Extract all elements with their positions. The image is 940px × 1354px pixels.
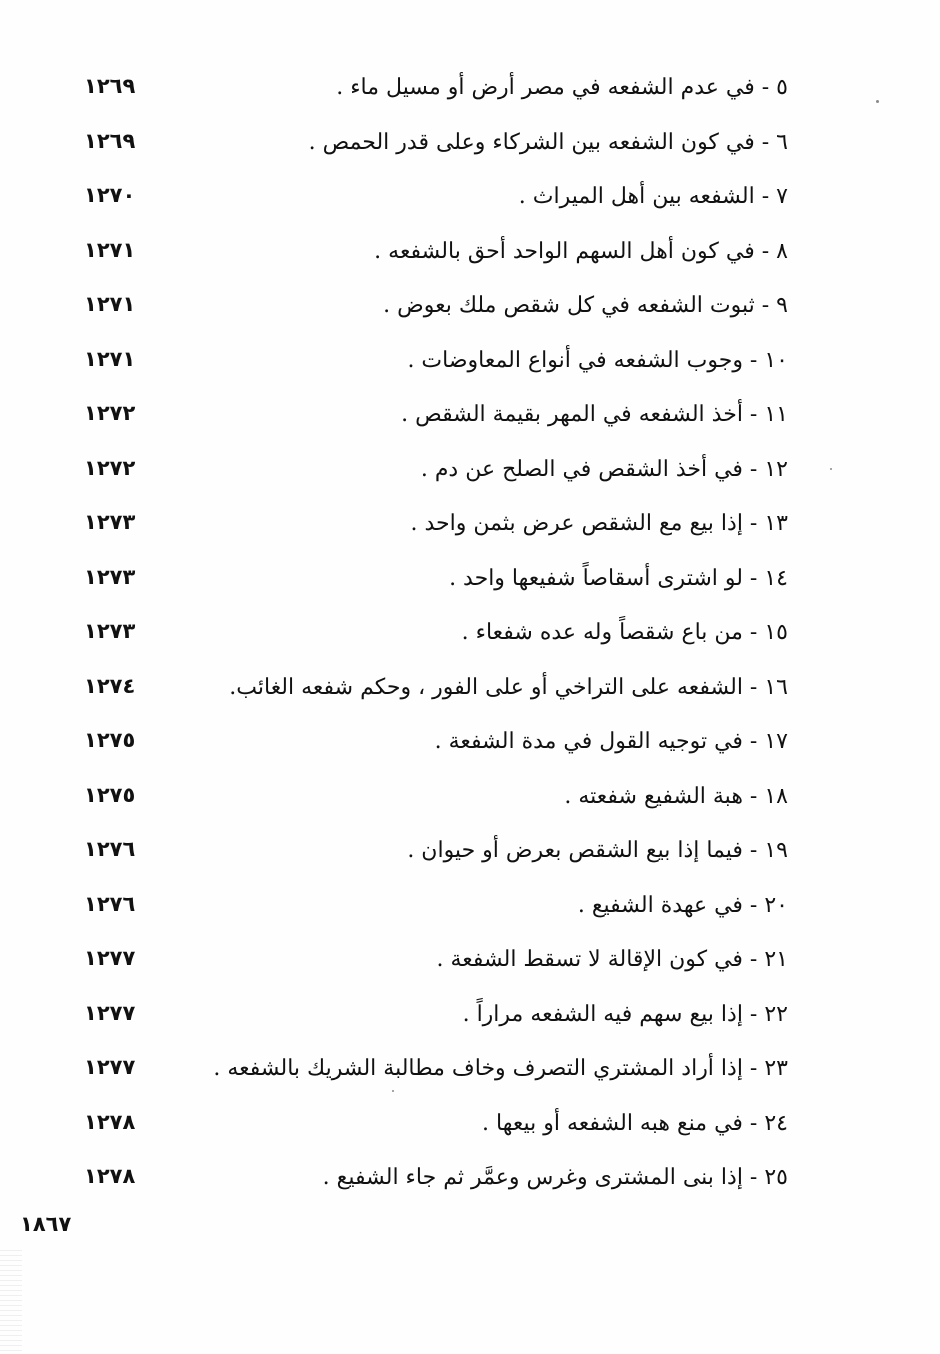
- toc-entry-page: ١٢٧٧: [84, 946, 136, 970]
- toc-row: [0, 611, 940, 666]
- toc-entry-title: ١٦ - الشفعه على التراخي أو على الفور ، وحكم شفعه الغائب.: [229, 674, 788, 700]
- toc-row: [0, 66, 940, 121]
- toc-entry-title: ٧ - الشفعه بين أهل الميراث .: [518, 184, 788, 209]
- toc-entry-page: ١٢٧٦: [84, 891, 136, 916]
- toc-entry-page: ١٢٦٩: [84, 128, 136, 153]
- toc-row: [0, 938, 940, 993]
- toc-entry-title: ٢٥ - إذا بنى المشترى وغرس وعمَّر ثم جاء الشفيع .: [322, 1165, 788, 1190]
- toc-entry-title: ١٨ - هبة الشفيع شفعته .: [564, 783, 788, 809]
- toc-row: [0, 1102, 940, 1157]
- scan-speck: [876, 100, 879, 103]
- toc-entry-page: ١٢٧٣: [84, 564, 136, 589]
- scan-speck: [830, 468, 832, 470]
- toc-entry-page: ١٢٧٣: [84, 510, 136, 534]
- toc-row: [0, 1047, 940, 1102]
- toc-entry-title: ٢٢ - إذا بيع سهم فيه الشفعه مراراً .: [462, 1001, 788, 1027]
- page-number: ١٨٦٧: [20, 1212, 72, 1236]
- toc-entry-page: ١٢٧٤: [84, 673, 136, 698]
- toc-row: [0, 175, 940, 230]
- toc-entry-page: ١٢٧٥: [84, 728, 136, 752]
- toc-entry-page: ١٢٧٢: [84, 455, 136, 480]
- toc-row: [0, 284, 940, 339]
- scan-edge-noise: [0, 1250, 22, 1354]
- toc-row: [0, 339, 940, 394]
- toc-entry-title: ٢٣ - إذا أراد المشتري التصرف وخاف مطالبة الشريك بالشفعه .: [213, 1056, 788, 1081]
- toc-entry-title: ٥ - في عدم الشفعه في مصر أرض أو مسيل ماء .: [336, 75, 788, 100]
- toc-row: [0, 1156, 940, 1211]
- toc-row: [0, 720, 940, 775]
- toc-entry-title: ١٠ - وجوب الشفعه في أنواع المعاوضات .: [407, 347, 788, 373]
- toc-entry-page: ١٢٧٧: [84, 1055, 136, 1079]
- toc-entry-title: ٢٠ - في عهدة الشفيع .: [577, 892, 788, 918]
- toc-entry-title: ١١ - أخذ الشفعه في المهر بقيمة الشقص .: [401, 402, 788, 427]
- toc-entry-title: ١٧ - في توجيه القول في مدة الشفعة .: [434, 729, 788, 754]
- toc-entry-title: ٦ - في كون الشفعه بين الشركاء وعلى قدر الحمص .: [308, 129, 788, 155]
- toc-entry-page: ١٢٦٩: [84, 74, 136, 98]
- toc-row: [0, 502, 940, 557]
- toc-entry-title: ١٢ - في أخذ الشقص في الصلح عن دم .: [420, 456, 788, 482]
- toc-entry-page: ١٢٧١: [84, 292, 136, 316]
- toc-entry-page: ١٢٧٠: [84, 183, 136, 207]
- toc-entry-title: ٢٤ - في منع هبه الشفعه أو بيعها .: [482, 1110, 788, 1136]
- scan-speck: [392, 1090, 394, 1092]
- toc-entry-title: ٨ - في كون أهل السهم الواحد أحق بالشفعه .: [374, 238, 788, 264]
- toc-row: [0, 448, 940, 503]
- toc-entry-page: ١٢٧٨: [84, 1109, 136, 1134]
- toc-entry-title: ٢١ - في كون الإقالة لا تسقط الشفعة .: [436, 947, 788, 972]
- toc-entry-page: ١٢٧٦: [84, 837, 136, 861]
- toc-entry-page: ١٢٧٢: [84, 401, 136, 425]
- toc-row: [0, 993, 940, 1048]
- toc-entry-page: ١٢٧١: [84, 346, 136, 371]
- table-of-contents: [0, 66, 940, 1211]
- toc-row: [0, 775, 940, 830]
- toc-row: [0, 829, 940, 884]
- toc-row: [0, 666, 940, 721]
- toc-entry-title: ١٥ - من باع شقصاً وله عده شفعاء .: [461, 620, 788, 645]
- toc-entry-page: ١٢٧٨: [84, 1164, 136, 1188]
- toc-entry-title: ٩ - ثبوت الشفعه في كل شقص ملك بعوض .: [383, 293, 788, 318]
- toc-entry-page: ١٢٧٥: [84, 782, 136, 807]
- toc-row: [0, 884, 940, 939]
- toc-row: [0, 230, 940, 285]
- toc-entry-title: ١٤ - لو اشترى أسقاصاً شفيعها واحد .: [449, 565, 788, 591]
- toc-row: [0, 557, 940, 612]
- toc-entry-page: ١٢٧٣: [84, 619, 136, 643]
- toc-entry-page: ١٢٧١: [84, 237, 136, 262]
- toc-entry-page: ١٢٧٧: [84, 1000, 136, 1025]
- toc-row: [0, 121, 940, 176]
- toc-entry-title: ١٣ - إذا بيع مع الشقص عرض بثمن واحد .: [410, 511, 788, 536]
- toc-row: [0, 393, 940, 448]
- toc-entry-title: ١٩ - فيما إذا بيع الشقص بعرض أو حيوان .: [407, 838, 788, 863]
